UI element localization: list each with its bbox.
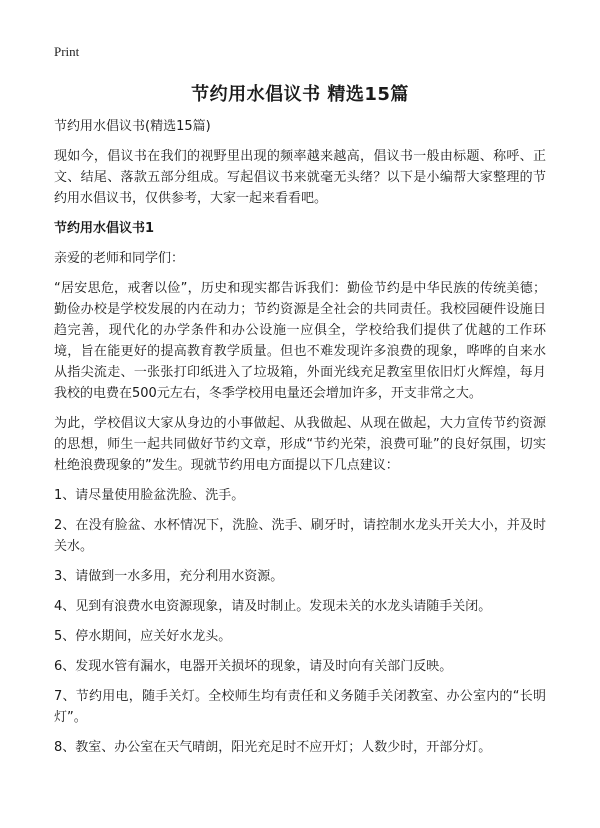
list-item: 5、停水期间，应关好水龙头。 [54,629,232,644]
intro-paragraph: 现如今，倡议书在我们的视野里出现的频率越来越高，倡议书一般由标题、称呼、正文、结尾、落款五部分组成。写起倡议书来就毫无头绪？以下是小编帮大家整理的节约用水倡议书，仅供参考，大家一起来看看吧。 [54,149,546,206]
list-item: 2、在没有脸盆、水杯情况下，洗脸、洗手、刷牙时，请控制水龙头开关大小，并及时关水。 [54,518,546,554]
greeting: 亲爱的老师和同学们： [54,251,185,266]
article-body [54,116,546,767]
article-subtitle: 节约用水倡议书(精选15篇) [54,119,211,134]
body-paragraph-1: “居安思危，戒奢以俭”，历史和现实都告诉我们：勤俭节约是中华民族的传统美德；勤俭办校是学校发展的内在动力；节约资源是全社会的共同责任。我校园硬件设施日趋完善，现代化的办学条件和办公设施一应俱全，学校给我们提供了优越的工作环境，旨在能更好的提高教育教学质量。但也不难发现许多浪费的现象，哗哗的自来水从指尖流走、一张张打印纸进入了垃圾箱，外面光线充足教室里依旧灯火辉煌，每月我校的电费在500元左右，冬季学校用电量还会增加许多，开支非常之大。 [54,281,546,401]
list-item: 1、请尽量使用脸盆洗脸、洗手。 [54,488,245,503]
section-heading: 节约用水倡议书1 [54,221,155,236]
list-item: 7、节约用电，随手关灯。全校师生均有责任和义务随手关闭教室、办公室内的“长明灯”。 [54,689,546,725]
list-item: 6、发现水管有漏水，电器开关损坏的现象，请及时向有关部门反映。 [54,659,453,674]
list-item: 3、请做到一水多用，充分利用水资源。 [54,569,284,584]
print-link[interactable]: Print [54,44,80,59]
list-item: 4、见到有浪费水电资源现象，请及时制止。发现未关的水龙头请随手关闭。 [54,599,492,614]
body-paragraph-2: 为此，学校倡议大家从身边的小事做起、从我做起、从现在做起，大力宣传节约资源的思想，师生一起共同做好节约文章，形成“节约光荣，浪费可耻”的良好氛围，切实杜绝浪费现象的”发生。现就节约用电方面提以下几点建议： [54,416,546,473]
page-title: 节约用水倡议书 精选15篇 [191,84,409,105]
list-item: 8、教室、办公室在天气晴朗，阳光充足时不应开灯；人数少时，开部分灯。 [54,740,492,755]
